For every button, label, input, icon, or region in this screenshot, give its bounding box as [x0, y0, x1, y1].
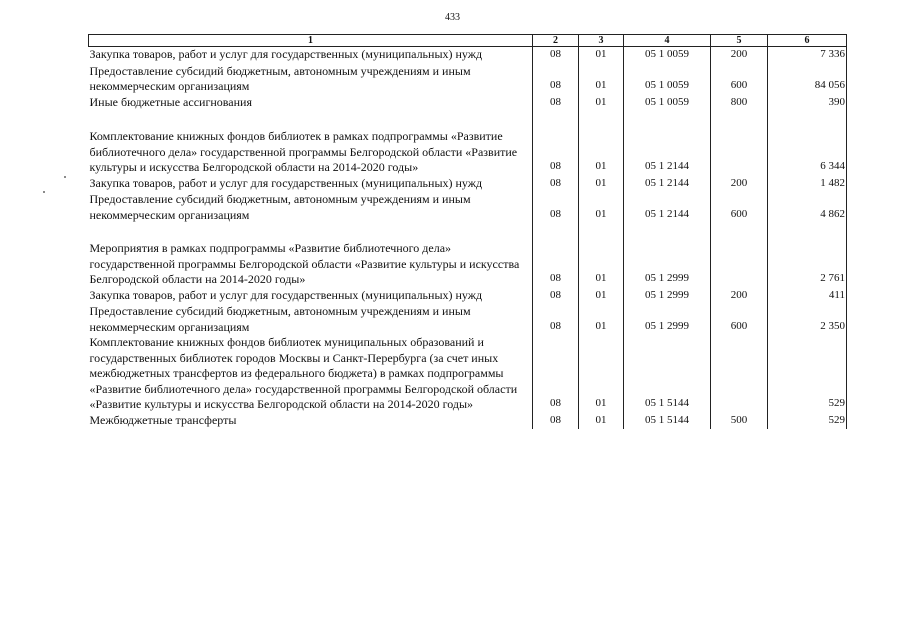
column-header: 5: [711, 35, 768, 47]
table-row: [89, 288, 847, 305]
row-section: 08: [533, 176, 579, 193]
table-row: [89, 47, 847, 64]
column-header: 4: [624, 35, 711, 47]
row-subsection: 01: [579, 304, 624, 335]
row-target: 05 1 5144: [624, 335, 711, 413]
row-expense-type: 800: [711, 95, 768, 112]
row-amount: 84 056: [768, 64, 847, 95]
row-name: Иные бюджетные ассигнования: [89, 95, 533, 112]
row-target: 05 1 2999: [624, 304, 711, 335]
scan-speck: [64, 176, 66, 178]
row-amount: 529: [768, 335, 847, 413]
row-target: 05 1 2144: [624, 176, 711, 193]
row-expense-type: 600: [711, 304, 768, 335]
row-name: Комплектование книжных фондов библиотек муниципальных образований и государственных библиотек городов Москвы и Санкт-Перербурга (за счет иных межбюджетных трансфертов из федерального бюджета) в рамках подпрограммы «Развитие библиотечного дела» государственной программы Белгородской области «Развитие культуры и искусства Белгородской области на 2014-2020 годы»: [89, 335, 533, 413]
row-name: Мероприятия в рамках подпрограммы «Развитие библиотечного дела» государственной программы Белгородской области «Развитие культуры и искусства Белгородской области на 2014-2020 годы»: [89, 241, 533, 288]
row-amount: 529: [768, 413, 847, 430]
table-row: [89, 413, 847, 430]
row-expense-type: 500: [711, 413, 768, 430]
row-section: 08: [533, 192, 579, 223]
row-name: Закупка товаров, работ и услуг для государственных (муниципальных) нужд: [89, 176, 533, 193]
row-name: Предоставление субсидий бюджетным, автономным учреждениям и иным некоммерческим организациям: [89, 64, 533, 95]
scan-speck: [43, 191, 45, 193]
row-section: 08: [533, 95, 579, 112]
column-header: 6: [768, 35, 847, 47]
table-row: [89, 241, 847, 288]
row-subsection: 01: [579, 176, 624, 193]
row-expense-type: [711, 335, 768, 413]
table-row: [89, 192, 847, 223]
row-section: 08: [533, 304, 579, 335]
row-subsection: 01: [579, 192, 624, 223]
table-row: [89, 129, 847, 176]
row-amount: 390: [768, 95, 847, 112]
row-amount: 4 862: [768, 192, 847, 223]
column-header: 3: [579, 35, 624, 47]
row-section: 08: [533, 129, 579, 176]
table-row: [89, 304, 847, 335]
row-subsection: 01: [579, 95, 624, 112]
row-subsection: 01: [579, 413, 624, 430]
row-expense-type: [711, 241, 768, 288]
row-expense-type: [711, 129, 768, 176]
row-expense-type: 200: [711, 288, 768, 305]
row-amount: 411: [768, 288, 847, 305]
page-number: 433: [445, 12, 460, 23]
row-section: 08: [533, 241, 579, 288]
row-section: 08: [533, 47, 579, 64]
row-subsection: 01: [579, 241, 624, 288]
row-name: Предоставление субсидий бюджетным, автономным учреждениям и иным некоммерческим организациям: [89, 304, 533, 335]
row-target: 05 1 0059: [624, 47, 711, 64]
row-target: 05 1 2999: [624, 241, 711, 288]
row-amount: 6 344: [768, 129, 847, 176]
table-row: [89, 95, 847, 112]
row-expense-type: 200: [711, 176, 768, 193]
row-expense-type: 600: [711, 192, 768, 223]
row-target: 05 1 2144: [624, 192, 711, 223]
table-row: [89, 335, 847, 413]
row-subsection: 01: [579, 129, 624, 176]
row-name: Комплектование книжных фондов библиотек в рамках подпрограммы «Развитие библиотечного дела» государственной программы Белгородской области «Развитие культуры и искусства Белгородской области на 2014-2020 годы»: [89, 129, 533, 176]
table-row: [89, 64, 847, 95]
row-name: Закупка товаров, работ и услуг для государственных (муниципальных) нужд: [89, 288, 533, 305]
table-row: [89, 176, 847, 193]
row-subsection: 01: [579, 47, 624, 64]
spacer-row: [89, 223, 847, 241]
row-subsection: 01: [579, 64, 624, 95]
row-section: 08: [533, 288, 579, 305]
row-name: Предоставление субсидий бюджетным, автономным учреждениям и иным некоммерческим организациям: [89, 192, 533, 223]
spacer-row: [89, 111, 847, 129]
column-header: 2: [533, 35, 579, 47]
row-name: Межбюджетные трансферты: [89, 413, 533, 430]
row-amount: 2 350: [768, 304, 847, 335]
row-amount: 1 482: [768, 176, 847, 193]
row-expense-type: 200: [711, 47, 768, 64]
row-expense-type: 600: [711, 64, 768, 95]
row-subsection: 01: [579, 335, 624, 413]
row-section: 08: [533, 413, 579, 430]
row-amount: 2 761: [768, 241, 847, 288]
budget-table: [88, 34, 847, 429]
row-name: Закупка товаров, работ и услуг для государственных (муниципальных) нужд: [89, 47, 533, 64]
row-subsection: 01: [579, 288, 624, 305]
row-amount: 7 336: [768, 47, 847, 64]
row-target: 05 1 2144: [624, 129, 711, 176]
row-target: 05 1 0059: [624, 95, 711, 112]
row-section: 08: [533, 335, 579, 413]
row-target: 05 1 5144: [624, 413, 711, 430]
row-target: 05 1 2999: [624, 288, 711, 305]
row-target: 05 1 0059: [624, 64, 711, 95]
row-section: 08: [533, 64, 579, 95]
table-header-row: [89, 35, 847, 47]
column-header: 1: [89, 35, 533, 47]
